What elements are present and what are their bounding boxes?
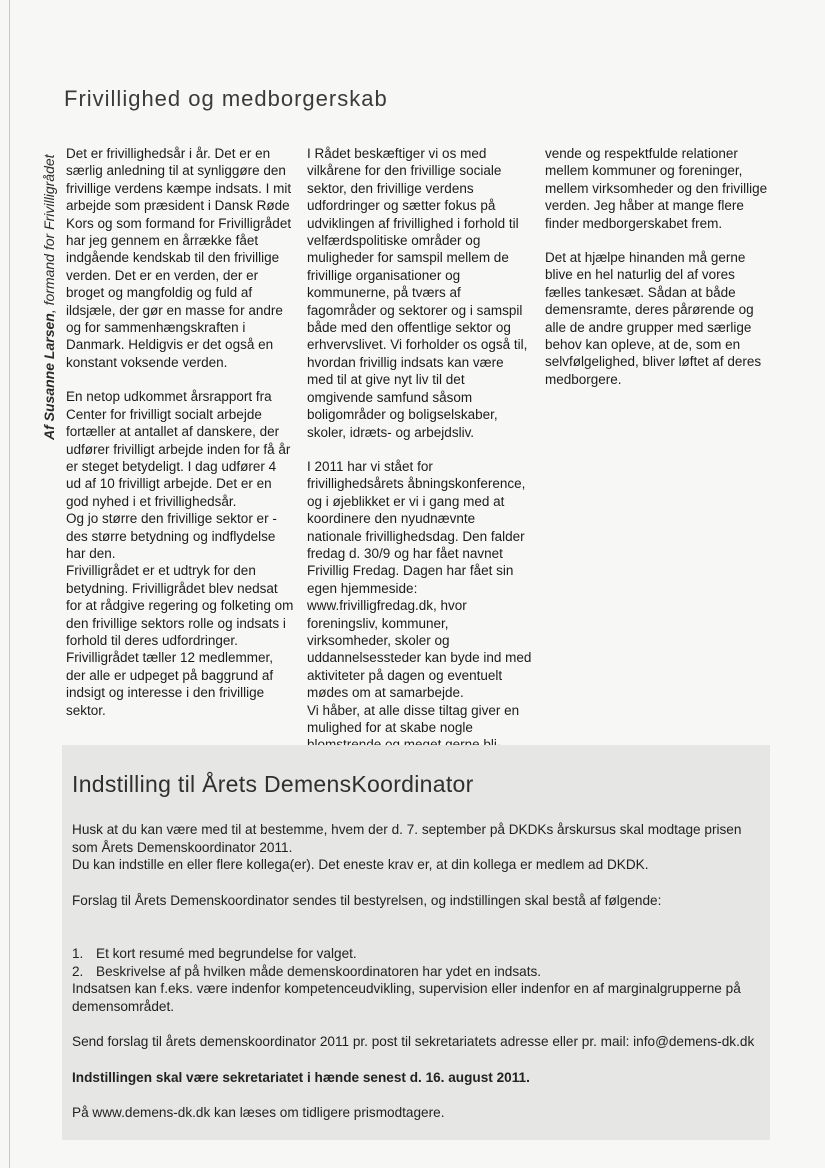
text-column-1 (66, 145, 294, 719)
text-column-3 (545, 145, 770, 405)
list-number: 1. (72, 946, 84, 961)
paragraph: En netop udkommet årsrapport fra Center for frivilligt socialt arbejde fortæller at antallet af danskere, der udfører frivilligt arbejde inden for få år er steget betydeligt. I dag udfører 4 ud af 10 frivilligt arbejde. Det er en god nyhed i et frivillighedsår. (66, 389, 291, 509)
paragraph: Vi håber, at alle disse tiltag giver en mulighed for at skabe nogle (307, 702, 520, 735)
notice-send: Send forslag til årets demenskoordinator 2011 pr. post til sekretariatets adresse eller pr. mail: info@demens-dk.dk (72, 1034, 755, 1049)
award-notice-body (72, 821, 762, 1140)
article-title: Frivillighed og medborgerskab (64, 86, 388, 111)
byline (36, 140, 62, 440)
paragraph: vende og respektfulde relationer mellem kommuner og foreninger, mellem virksomheder og den frivillige verden. Jeg håber at mange flere finder medborgerskabet frem. (545, 146, 768, 231)
notice-footer: På www.demens-dk.dk kan læses om tidligere prismodtagere. (72, 1105, 445, 1120)
byline-author: Af Susanne Larsen (41, 313, 57, 440)
paragraph: I Rådet beskæftiger vi os med vilkårene for den frivillige sociale sektor, den frivillige verdens udfordringer og sætter fokus på udviklingen af frivillighed i forhold til velfærdspolitiske områder og muligheder for samspil mellem de frivillige organisationer og kommunerne, på tværs af fagområder og sektorer og i samspil både med den offentlige sektor og erhvervslivet. Vi forholder os også til, hvordan frivillig indsats kan være med til at give nyt liv til det omgivende samfund såsom boligområder og boligselskaber, skoler, idræts- og arbejdsliv. (307, 146, 528, 440)
list-text: Beskrivelse af på hvilken måde demenskoordinatoren har ydet en indsats. (96, 963, 542, 979)
notice-proposal: Forslag til Årets Demenskoordinator sendes til bestyrelsen, og indstillingen skal bestå af følgende: (72, 892, 662, 908)
list-text: Et kort resumé med begrundelse for valget. (96, 946, 357, 961)
paragraph: Og jo større den frivillige sektor er - des større betydning og indflydelse har den. (66, 511, 277, 561)
paragraph: I 2011 har vi stået for frivillighedsårets åbningskonference, og i øjeblikket er vi i gang med at koordinere den nyudnævnte nationale frivillighedsdag. Den falder fredag d. 30/9 og har fået navnet Frivillig Fredag. Dagen har fået sin egen hjemmeside: www.frivilligfredag.dk, hvor foreningsliv, kommuner, virksomheder, skoler og uddannelsessteder kan byde ind med aktiviteter på dagen og eventuelt mødes om at samarbejde. (307, 458, 532, 701)
list-item (72, 945, 762, 963)
notice-intro: Husk at du kan være med til at bestemme, hvem der d. 7. september på DKDKs årskursus skal modtage prisen som Årets Demenskoordinator 2011. (72, 822, 742, 855)
notice-requirement: Du kan indstille en eller flere kollega(er). Det eneste krav er, at din kollega er medlem ad DKDK. (72, 857, 649, 872)
notice-deadline: Indstillingen skal være sekretariatet i hænde senest d. 16. august 2011. (72, 1069, 530, 1085)
list-item (72, 963, 762, 981)
page-edge-line (9, 0, 10, 1168)
requirements-list (72, 945, 762, 980)
paragraph: Det er frivillighedsår i år. Det er en særlig anledning til at synliggøre den frivillige verdens kæmpe indsats. I mit arbejde som præsident i Dansk Røde Kors og som formand for Frivilligrådet har jeg gennem en årrække fået indgående kendskab til den frivillige verden. Det er en verden, der er broget og mangfoldig og fuld af ildsjæle, der gør en masse for andre og for sammenhængskraften i Danmark. Heldigvis er det også en konstant voksende verden. (66, 146, 292, 370)
award-notice-box (62, 745, 770, 1140)
notice-effort: Indsatsen kan f.eks. være indenfor kompetenceudvikling, supervision eller indenfor en af marginalgrupperne på demensområdet. (72, 981, 741, 1014)
text-column-2 (307, 145, 532, 754)
paragraph: Det at hjælpe hinanden må gerne blive en hel naturlig del af vores fælles tankesæt. Sådan at både demensramte, deres pårørende og alle de andre grupper med særlige behov kan opleve, at de, som en selvfølgelighed, bliver løftet af deres medborgere. (545, 250, 762, 387)
byline-role: , formand for Frivilligrådet (41, 154, 57, 314)
paragraph: Frivilligrådet er et udtryk for den betydning. Frivilligrådet blev nedsat for at rådgive regering og folketing om den frivillige sektors rolle og indsats i forhold til deres udfordringer. Frivilligrådet tæller 12 medlemmer, der alle er udpeget på baggrund af indsigt og interesse i den frivillige sektor. (66, 563, 294, 718)
list-number: 2. (72, 963, 84, 979)
award-notice-title: Indstilling til Årets DemensKoordinator (72, 771, 474, 797)
